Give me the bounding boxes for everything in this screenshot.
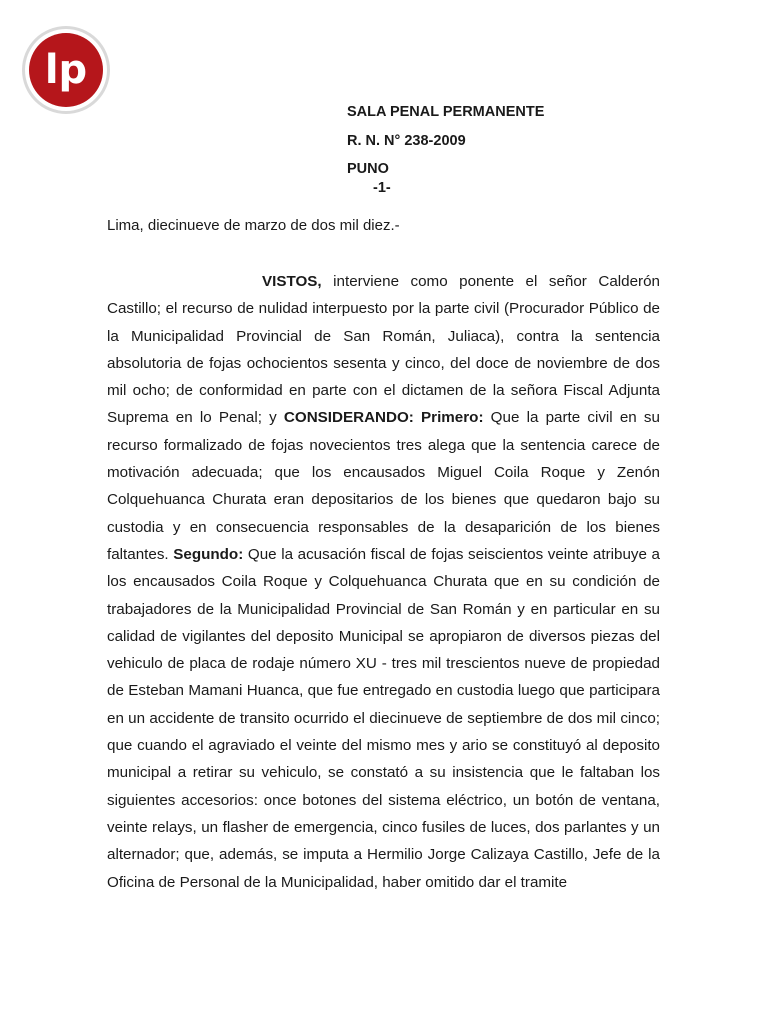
logo-text: lp (44, 47, 88, 93)
body-paragraph (107, 268, 660, 896)
fecha: Lima, diecinueve de marzo de dos mil diez.- (107, 217, 400, 234)
body-text-1: interviene como ponente el señor Calderón Castillo; el recurso de nulidad interpuesto por la parte civil (Procurador Público de la Municipalidad Provincial de San Román, Juliaca), contra la sentencia absolutoria de fojas ochocientos sesenta y cinco, del doce de noviembre de dos mil ocho; de conformidad en parte con el dictamen de la señora Fiscal Adjunta Suprema en lo Penal; y (107, 273, 660, 427)
page-number: -1- (373, 180, 391, 196)
lugar: PUNO (347, 161, 389, 177)
primero-label: Primero: (413, 409, 484, 427)
segundo-label: Segundo: (173, 545, 244, 563)
sala-title: SALA PENAL PERMANENTE (347, 104, 545, 120)
lp-logo (20, 24, 112, 116)
vistos-label: VISTOS, (262, 273, 322, 290)
expediente-number: R. N. N° 238-2009 (347, 133, 466, 149)
considerando-label: CONSIDERANDO: (283, 409, 414, 427)
body-text-3: Que la acusación fiscal de fojas seiscientos veinte atribuye a los encausados Coila Roque y Colquehuanca Churata que en su condición de trabajadores de la Municipalidad Provincial de San Román y en particular en su calidad de vigilantes del deposito Municipal se apropiaron de diversos piezas del vehiculo de placa de rodaje número XU - tres mil trescientos nueve de propiedad de Esteban Mamani Huanca, que fue entregado en custodia luego que participara en un accidente de transito ocurrido el diecinueve de septiembre de dos mil cinco; que cuando el agraviado el veinte del mismo mes y ario se constituyó al deposito municipal a retirar su vehiculo, se constató a su insistencia que le faltaban los siguientes accesorios: once botones del sistema eléctrico, un botón de ventana, veinte relays, un flasher de emergencia, cinco fusiles de luces, dos parlantes y un alternador; que, además, se imputa a Hermilio Jorge Calizaya Castillo, Jefe de la Oficina de Personal de la Municipalidad, haber omitido dar el tramite (107, 545, 660, 891)
body-text-2: Que la parte civil en su recurso formalizado de fojas novecientos tres alega que la sentencia carece de motivación adecuada; que los encausados Miguel Coila Roque y Zenón Colquehuanca Churata eran depositarios de los bienes que quedaron bajo su custodia y en consecuencia responsables de la desaparición de los bienes faltantes. (107, 409, 660, 563)
